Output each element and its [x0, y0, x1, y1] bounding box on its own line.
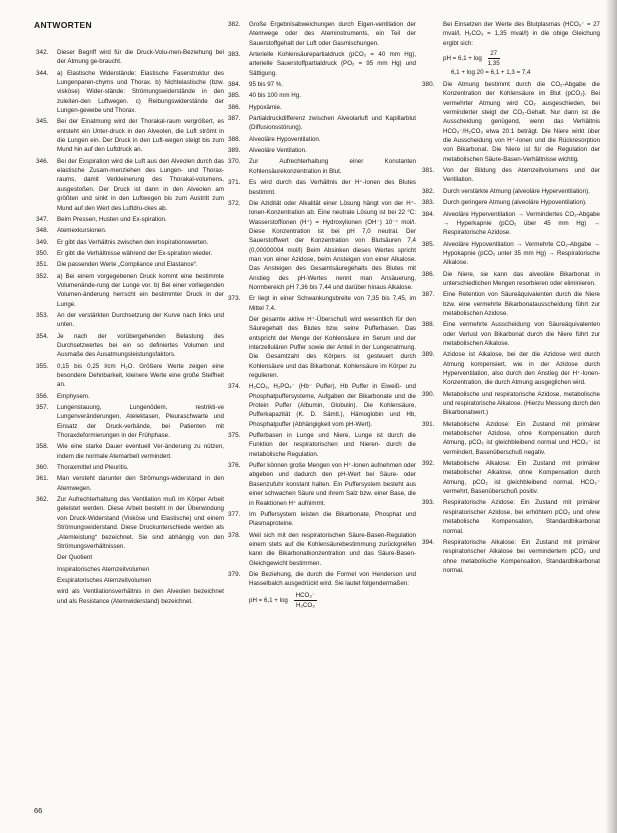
- answer-entry: [36, 565, 224, 574]
- answer-text: Beim Pressen, Husten und Ex-spiration.: [57, 215, 167, 223]
- answer-entry: [36, 474, 224, 493]
- answer-number: 386.: [228, 103, 241, 111]
- answer-number: 372.: [228, 199, 241, 207]
- answer-entry: [228, 103, 416, 112]
- answer-text: Inspiratorisches Atemzeitvolumen: [57, 565, 150, 573]
- answer-entry: [228, 199, 416, 292]
- answer-entry: [228, 178, 416, 197]
- answer-number: 362.: [36, 496, 49, 504]
- answer-number: 381.: [422, 167, 435, 175]
- calc-numerator: 27: [488, 49, 500, 59]
- answer-entry: [422, 390, 600, 418]
- answer-text: Alveoläre Hypoventilation.: [249, 135, 321, 143]
- answer-number: 351.: [36, 261, 49, 269]
- column-left: [36, 48, 224, 608]
- answer-number: 353.: [36, 311, 49, 319]
- answer-number: 384.: [228, 81, 241, 89]
- answer-entry: [228, 20, 416, 48]
- answer-text: Es wird durch das Verhältnis der H⁺-Ionen des Blutes bestimmt.: [249, 179, 416, 196]
- answer-entry: [422, 166, 600, 185]
- answer-number: 389.: [228, 147, 241, 155]
- answer-text: Thoraxmittel und Pleuritis.: [57, 464, 129, 472]
- answer-number: 393.: [422, 499, 435, 507]
- page-number: 66: [34, 806, 43, 815]
- henderson-hasselbalch-formula: [249, 591, 416, 610]
- answer-entry: [36, 260, 224, 269]
- column-middle: [228, 20, 416, 613]
- answer-entry: [36, 553, 224, 562]
- answer-text: Der Quotient: [57, 554, 93, 562]
- answer-number: 385.: [228, 92, 241, 100]
- answer-entry: [422, 459, 600, 496]
- answer-text: wird als Ventilationsverhältnis in den Alveolen bezeichnet und als Resistance (Atemwiderstand) bezeichnet.: [57, 588, 224, 605]
- column-right: [422, 20, 600, 577]
- answer-number: [36, 565, 57, 574]
- answer-text: a) Elastische Widerstände: Elastische Faserstruktur des Lungenparen-chyms und Thorax. b) Nichtelastische (bzw. visköse) Wider-stände: Strömungswiderstände in den zuleiten-den Luftwegen. c) Reibungswiderstände der Lungen-gewebe und Thorax.: [57, 69, 224, 115]
- answer-text: Exspiratorisches Atemzeitvolumen: [57, 576, 152, 584]
- answer-text: Atemexkursionen.: [57, 227, 107, 235]
- answer-number: 391.: [422, 420, 435, 428]
- answer-entry: [422, 80, 600, 164]
- answer-number: 377.: [228, 510, 241, 518]
- answer-entry: [228, 510, 416, 529]
- answer-text: Metabolische Alkalose: Ein Zustand mit primärer metabolischer Alkalose, ohne Kompensation durch Atmung, pCO₂ ist gleichbleibend normal, HCO₃⁻ vermehrt, Basenüberschuß positiv.: [443, 460, 600, 496]
- answer-text: Die Niere, sie kann das alveoläre Bikarbonat in unterschiedlichen Mengen resorbieren oder eliminieren.: [443, 270, 600, 287]
- answer-number: 382.: [422, 187, 435, 195]
- page-heading: ANTWORTEN: [34, 20, 92, 30]
- answer-entry: [36, 362, 224, 390]
- answer-entry: [36, 463, 224, 472]
- answer-number: 356.: [36, 392, 49, 400]
- answer-text: 95 bis 97 %.: [249, 81, 284, 89]
- answer-text: Die Azidität oder Alkalität einer Lösung hängt von der H⁺-Ionen-Konzentration ab. Eine neutrale Lösung ist bei 22 °C: Wasserstoffionen (H⁺) = Hydroxylionen (OH⁻) 10⁻⁷ mol/l. Diese Konzentration ist bei pH 7,0 neutral. Der Sauerstoffwert der Konzentration von Blutsäuren 7,4 (0,00000004 mol/l) Beim Absinken dieses Wertes spricht man von einer Azidose, beim Ansteigen von einer Alkalose. Das Ansteigen des Gesamtsäuregehalts des Blutes mit Anstieg des pH-Wertes nennt man Ansäuerung, Normbereich pH 7,36 bis 7,44 und darüber hinaus Alkalose.: [249, 199, 416, 291]
- answer-entry: [422, 270, 600, 289]
- answer-text: Metabolische und respiratorische Azidose, metabolische und respiratorische Alkalose. (Hierzu Messung durch den Bikarbonatwert.): [443, 390, 600, 417]
- answer-text: Lungenstauung, Lungenödem, restrikti-ve Lungenveränderungen, Atelektasen, Pleuraschwarte und Einsatz der Druck-verbände, bei Patienten mit Thoraxdeformierungen in der Frühphase.: [57, 404, 224, 440]
- answer-number: 392.: [422, 460, 435, 468]
- answer-entry: [36, 157, 224, 213]
- answer-text: Die passenden Werte „Compliance und Elastance“.: [57, 261, 198, 269]
- calculation-formula: [443, 49, 600, 77]
- answer-text: Partialdruckdifferenz zwischen Alveolarluft und Kapillarblut (Diffusionsstörung).: [249, 115, 416, 132]
- answer-entry: [228, 431, 416, 459]
- answer-entry: [422, 198, 600, 207]
- answer-text: Man versteht darunter den Strömungs-widerstand in den Atemwegen.: [57, 475, 224, 492]
- answer-number: 354.: [36, 332, 49, 340]
- answer-text: Emphysem.: [57, 392, 90, 400]
- answer-text: H₂CO₃, H₂PO₄⁻ (Hb⁻ Puffer), Hb Puffer in Eiweiß- und Phosphatpuffersysteme, Aufgaben der Bikarbonate und die Protein Puffer (Albumin, Globulin). Die Kohlensäure, Pufferkapazität (K. D. Sämtl.), Hämoglobin und Hb, Phosphatpuffer (Abhängigkeit vom pH-Wert).: [249, 383, 416, 428]
- answer-number: 384.: [422, 210, 435, 218]
- answer-number: 383.: [228, 51, 241, 59]
- answer-text: Eine vermehrte Ausscheidung von Säureäquivalenten oder Verlust von Bikarbonat durch die Niere führt zur metabolischen Alkalose.: [443, 321, 600, 347]
- answer-entry: [36, 442, 224, 461]
- answer-text: Durch verstärkte Atmung (alveoläre Hyperventilation).: [443, 187, 590, 195]
- answer-text: Azidose ist Alkalose, bei der die Azidose wird durch Atmung kompensiert, wie in der Azidose durch Hyperventilation, also durch den Anstieg der H⁺-Ionen-Konzentration, die durch Atmung ausgeglichen wird.: [443, 351, 600, 387]
- answer-number: 357.: [36, 404, 49, 412]
- answer-entry: [36, 238, 224, 247]
- calc-fraction: [488, 49, 500, 68]
- answer-entry: [422, 210, 600, 238]
- answer-entry: [228, 531, 416, 568]
- answer-entry: [228, 157, 416, 176]
- answer-entry: [422, 240, 600, 268]
- answer-entry: [228, 461, 416, 508]
- answer-number: 385.: [422, 240, 435, 248]
- calc-lhs: pH = 6,1 + log: [443, 55, 482, 63]
- answer-number: 361.: [36, 475, 49, 483]
- formula-denominator: H₂CO₃: [296, 601, 315, 609]
- answer-text: Wie eine starke Dauer eventuell Ver-änderung zu nützen, indem die normale Atemarbeit vermindert.: [57, 443, 224, 460]
- answer-number: 349.: [36, 238, 49, 246]
- answer-text: Zur Aufrechterhaltung des Ventilation muß im Körper Arbeit geleistet werden. Diese Arbeit besteht in der Überwindung von Druck-Widerstand (Visköse und Elastische) und einem Strömungswiderstand. Diese Druckunterschiede werden als „Atemleistung“ bezeichnet. Sie sind abhängig von den Strömungsverhältnissen.: [57, 496, 224, 550]
- answer-number: 389.: [422, 351, 435, 359]
- answer-number: 355.: [36, 362, 49, 370]
- answer-number: 383.: [422, 199, 435, 207]
- answer-entry: [422, 498, 600, 535]
- answer-text: Eine Retention von Säureäquivalenten durch die Niere bzw. eine vermehrte Bikarbonatausscheidung führt zur metabolischen Azidose.: [443, 291, 600, 317]
- answer-entry: [228, 50, 416, 78]
- answer-entry: [422, 320, 600, 348]
- answer-text: Alveoläre Hyperventilation → Vermindertes CO₂-Abgabe → Hyperkapnie (pCO₂ über 45 mm Hg) → Respiratorische Azidose.: [443, 210, 600, 237]
- calc-result-line: 6,1 + log 20 = 6,1 + 1,3 = 7,4: [451, 69, 531, 77]
- answer-number: 358.: [36, 443, 49, 451]
- answer-number: 345.: [36, 118, 49, 126]
- answer-number: [228, 315, 249, 380]
- answer-number: 347.: [36, 215, 49, 223]
- answer-number: 390.: [422, 390, 435, 398]
- answer-text: Arterielle Kohlensäurepartialdruck (pCO₂ = 40 mm Hg), arterielle Sauerstoffpartialdruck (PO₂ = 95 mm Hg) und Sättigung.: [249, 51, 416, 77]
- answer-number: 386.: [422, 270, 435, 278]
- answer-text: 0,15 bis 0,25 l/cm H₂O. Größere Werte zeigen eine besondere Dehnbarkeit, kleinere Werte eine große Steifheit an.: [57, 362, 224, 389]
- answer-text: An der verstärkten Durchsetzung der Kurve nach links und unten.: [57, 311, 224, 329]
- answer-number: 378.: [228, 531, 241, 539]
- answer-text: 40 bis 100 mm Hg.: [249, 92, 301, 100]
- answer-text: Der gesamte aktive H⁺-Überschuß wird wesentlich für den Säuregehalt des Blutes bzw. seine Pufferbasen. Das entspricht der Menge der Kohlensäure im Serum und der interzellulären Puffer sowie der Anteil in der Lungenatmung. Die Gesamtzahl des Körpers ist gesteuert durch Kohlensäure und das Bikarbonat. Kohlensäure im Körper zu regulieren.: [249, 315, 416, 380]
- answer-number: 344.: [36, 69, 49, 77]
- answer-text: Bei der Einatmung wird der Thorakal-raum vergrößert, es entsteht ein Unter-druck in den Alveolen, die Luft strömt in die Lungen ein. Der Druck in den Luft-wegen steigt bis zum Mund hin auf den Luftdruck an.: [57, 118, 224, 154]
- answer-text: Respiratorische Alkalose: Ein Zustand mit primärer respiratorischer Alkalose bei vermindertem pCO₂ und ohne metabolische Kompensation, Standardbikarbonat normal.: [443, 538, 600, 574]
- answer-number: [36, 553, 57, 562]
- answer-entry: [422, 538, 600, 575]
- answer-number: 342.: [36, 49, 49, 56]
- answer-entry: [36, 576, 224, 585]
- answer-entry: [228, 114, 416, 133]
- answer-number: 352.: [36, 272, 49, 280]
- answer-number: [36, 576, 57, 585]
- answer-text: Zur Aufrechterhaltung einer Konstanten Kohlensäurekonzentration in Blut.: [249, 158, 416, 175]
- answer-number: 382.: [228, 21, 241, 28]
- answer-number: 388.: [422, 321, 435, 329]
- answer-number: 376.: [228, 462, 241, 470]
- answer-text: Pufferbasen in Lunge und Niere, Lunge ist durch die Funktion der respiratorischen und Nieren- durch die metabolische Regulation.: [249, 432, 416, 458]
- answer-text: Von der Bildung des Atemzeitvolumens und der Ventilation.: [443, 167, 600, 184]
- calc-intro-text: Bei Einsetzen der Werte des Blutplasmas (HCO₃⁻ = 27 mval/l, H₂CO₃ = 1,35 mval/l) in die obige Gleichung ergibt sich:: [443, 21, 600, 47]
- answer-entry: [36, 226, 224, 235]
- answer-entry: [422, 420, 600, 457]
- answer-number: 394.: [422, 538, 435, 546]
- answer-number: 371.: [228, 179, 241, 187]
- answer-entry: [36, 495, 224, 551]
- answer-entry: [228, 294, 416, 313]
- answer-entry: [422, 187, 600, 196]
- answer-text: Die Beziehung, die durch die Formel von Henderson und Hasselbalch ausgedrückt wird. Sie lautet folgendermaßen:: [249, 570, 416, 588]
- answer-entry: [36, 69, 224, 116]
- page-edge-shadow: [605, 0, 617, 833]
- answer-entry: [228, 570, 416, 589]
- answer-number: 370.: [228, 158, 241, 166]
- answer-entry: [228, 146, 416, 155]
- formula-numerator: HCO₃⁻: [295, 591, 316, 599]
- answer-entry: [422, 290, 600, 318]
- answer-number: 346.: [36, 157, 49, 165]
- answer-text: Er liegt in einer Schwankungsbreite von 7,35 bis 7,45, im Mittel 7,4.: [249, 295, 416, 312]
- answer-number: 360.: [36, 464, 49, 472]
- answer-text: Im Puffersystem leisten die Bikarbonate, Phosphat und Plasmaproteine.: [249, 510, 416, 528]
- answer-number: 348.: [36, 227, 49, 235]
- answer-entry: [36, 249, 224, 258]
- answer-text: Bei der Exspiration wird die Luft aus den Alveolen durch das elastische Zusam-menziehen des Lungen- und Thorax-raums, damit Verkleinerung des Thorakal-volumens, ausgestoßen. Der Druck ist dann in den Alveolen am größten und sinkt in den Luftwegen bis zum Austritt zum Mund auf den Wert des Luftdru-ckes ab.: [57, 157, 224, 212]
- answer-number: 379.: [228, 570, 241, 578]
- answer-entry: [228, 315, 416, 380]
- answer-text: Die Atmung bestimmt durch die CO₂-Abgabe die Konzentration der Kohlensäure im Blut (pCO₂). Bei vermehrter Atmung wird CO₂ ausgeschieden, bei verminderter steigt der CO₂-Gehalt. Nur dann ist die Ausscheidung genügend, wenn das Verhältnis HCO₃⁻/H₂CO₃ etwa 20:1 beträgt. Die Niere wirkt über die Ausscheidung von H⁺-Ionen und die Rückresorption von Bikarbonat. Die Niere ist für die Regulation der metabolischen Säure-Basen-Verhältnisse wichtig.: [443, 81, 600, 163]
- calc-denominator: 1,35: [487, 60, 500, 68]
- answer-text: Er gibt die Verhältnisse während der Ex-spiration wieder.: [57, 249, 213, 257]
- answer-text: Weil sich mit den respiratorischen Säure-Basen-Regulation einem stets auf die Kohlensäurebestimmung zurückgreifen kann die Bikarbonatkonzentration und das Säure-Basen-Gleichgewicht bestimmen.: [249, 531, 416, 567]
- answer-entry: [36, 48, 224, 67]
- answer-entry: [422, 350, 600, 387]
- answer-text: Je nach der vorübergehenden Belastung des Durchsetzwertes bei ein so definiertes Volumen und Ausmaße des Ausatmungsleistungsfaktors.: [57, 332, 224, 359]
- answer-number: 387.: [422, 291, 435, 299]
- answer-entry: [36, 392, 224, 401]
- answer-text: Alveoläre Hypoventilation → Vermehrte CO₂-Abgabe → Hypokapnie (pCO₂ unter 35 mm Hg) → Respiratorische Alkalose.: [443, 240, 600, 267]
- answer-text: Große Ergebnisabweichungen durch Eigen-ventilation der Atemwege oder des Ateminstruments, ein Teil der Sauerstoffgehalt der Luft oder Gasmischungen.: [249, 21, 416, 47]
- answer-text: Er gibt das Verhältnis zwischen den Inspirationswerten.: [57, 238, 209, 246]
- answer-entry: [36, 311, 224, 330]
- answer-number: 373.: [228, 295, 241, 303]
- answer-number: 374.: [228, 383, 241, 391]
- answer-number: 388.: [228, 135, 241, 143]
- answer-number: 375.: [228, 432, 241, 440]
- answer-text: Hypoxämie.: [249, 103, 282, 111]
- answer-text: Alveoläre Ventilation.: [249, 147, 307, 155]
- formula-fraction: [294, 591, 318, 610]
- answer-entry: [36, 403, 224, 440]
- answer-number: [36, 587, 57, 606]
- answer-text: Dieser Begriff wird für die Druck-Volu-men-Beziehung bei der Atmung ge-braucht.: [57, 49, 224, 66]
- answer-entry: [36, 117, 224, 154]
- answer-number: 387.: [228, 115, 241, 123]
- answer-text: Respiratorische Azidose: Ein Zustand mit primärer respiratorischer Azidose, bei erhöhtem pCO₂ und ohne metabolische Kompensation, Standardbikarbonat normal.: [443, 499, 600, 535]
- answer-text: a) Bei einem vorgegebenen Druck kommt eine bestimmte Volumenände-rung der Lunge vor. b) Bei einer vorliegenden Volumen-änderung herrscht ein bestimmter Druck in der Lunge.: [57, 272, 224, 308]
- answer-entry: [36, 215, 224, 224]
- answer-entry: [36, 272, 224, 309]
- answer-text: Puffer können große Mengen von H⁺-Ionen aufnehmen oder abgeben und dadurch den pH-Wert bei Säure- oder Basenzufuhr konstant halten. Ein Puffersystem besteht aus einer schwachen Säure und ihrem Salz bzw. einer Base, die in Reaktionen H⁺ aufnimmt.: [249, 462, 416, 507]
- answer-entry: [228, 382, 416, 429]
- answer-entry: [228, 91, 416, 100]
- answer-text: Durch geringere Atmung (alveoläre Hypoventilation).: [443, 199, 587, 207]
- answer-entry: [36, 587, 224, 606]
- answer-number: 380.: [422, 81, 435, 89]
- answer-entry: [228, 135, 416, 144]
- answer-text: Metabolische Azidose: Ein Zustand mit primärer metabolischer Azidose, ohne Kompensation durch Atmung, pCO₂ ist gleichbleibend normal und HCO₃⁻ ist vermindert, Basenüberschuß negativ.: [443, 420, 600, 456]
- answer-entry: [228, 80, 416, 89]
- answer-number: 350.: [36, 249, 49, 257]
- answer-entry: [36, 332, 224, 360]
- formula-lhs: pH = 6,1 + log: [249, 596, 288, 604]
